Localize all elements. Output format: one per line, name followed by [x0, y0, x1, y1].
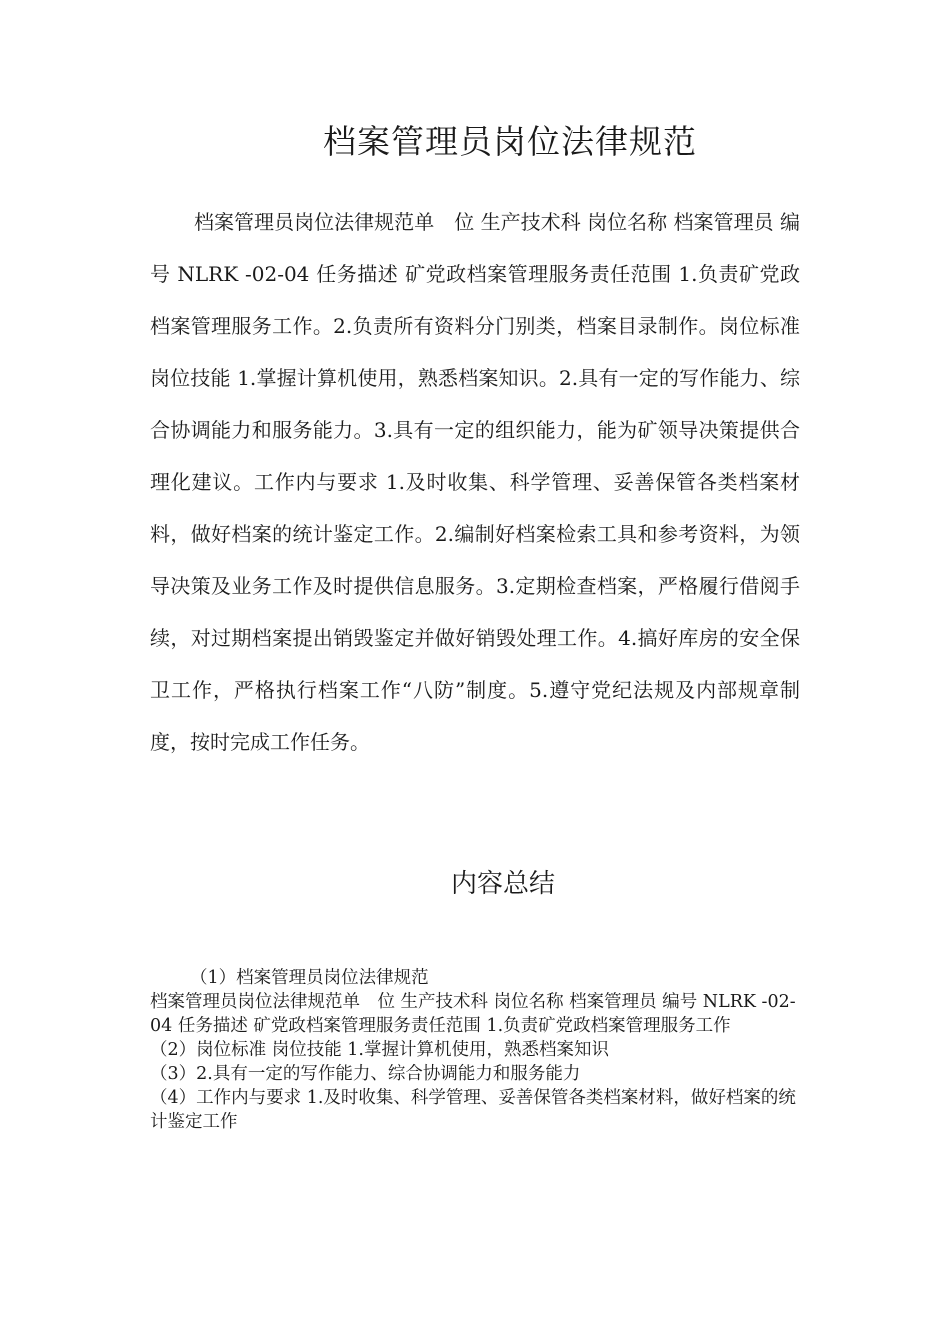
summary-list — [150, 966, 802, 1134]
summary-item-3: （3）2.具有一定的写作能力、综合协调能力和服务能力 — [150, 1064, 581, 1084]
summary-title: 内容总结 — [450, 869, 555, 899]
document-body-paragraph: 档案管理员岗位法律规范单 位 生产技术科 岗位名称 档案管理员 编 号 NLRK -02-04 任务描述 矿党政档案管理服务责任范围 1.负责矿党政档案管理服务工作。2.负责所有资料分门别类，档案目录制作。岗位标准 岗位技能 1.掌握计算机使用，熟悉档案知识。2.具有一定的写作能力、综合协调能力和服务能力。3.具有一定的组织能力，能为矿领导决策提供合理化建议。工作内与要求 1.及时收集、科学管理、妥善保管各类档案材料，做好档案的统计鉴定工作。2.编制好档案检索工具和参考资料，为领导决策及业务工作及时提供信息服务。3.定期检查档案，严格履行借阅手续，对过期档案提出销毁鉴定并做好销毁处理工作。4.搞好库房的安全保卫工作，严格执行档案工作“八防”制度。5.遵守党纪法规及内部规章制度，按时完成工作任务。 — [150, 210, 820, 754]
summary-item-4: （4）工作内与要求 1.及时收集、科学管理、妥善保管各类档案材料，做好档案的统计鉴定工作 — [150, 1088, 796, 1132]
summary-item-1-heading: （1）档案管理员岗位法律规范 — [190, 968, 429, 988]
summary-item-2: （2）岗位标准 岗位技能 1.掌握计算机使用，熟悉档案知识 — [150, 1040, 609, 1060]
document-title: 档案管理员岗位法律规范 — [323, 122, 697, 161]
summary-item-1-body: 档案管理员岗位法律规范单 位 生产技术科 岗位名称 档案管理员 编号 NLRK -02-04 任务描述 矿党政档案管理服务责任范围 1.负责矿党政档案管理服务工作 — [150, 992, 796, 1036]
